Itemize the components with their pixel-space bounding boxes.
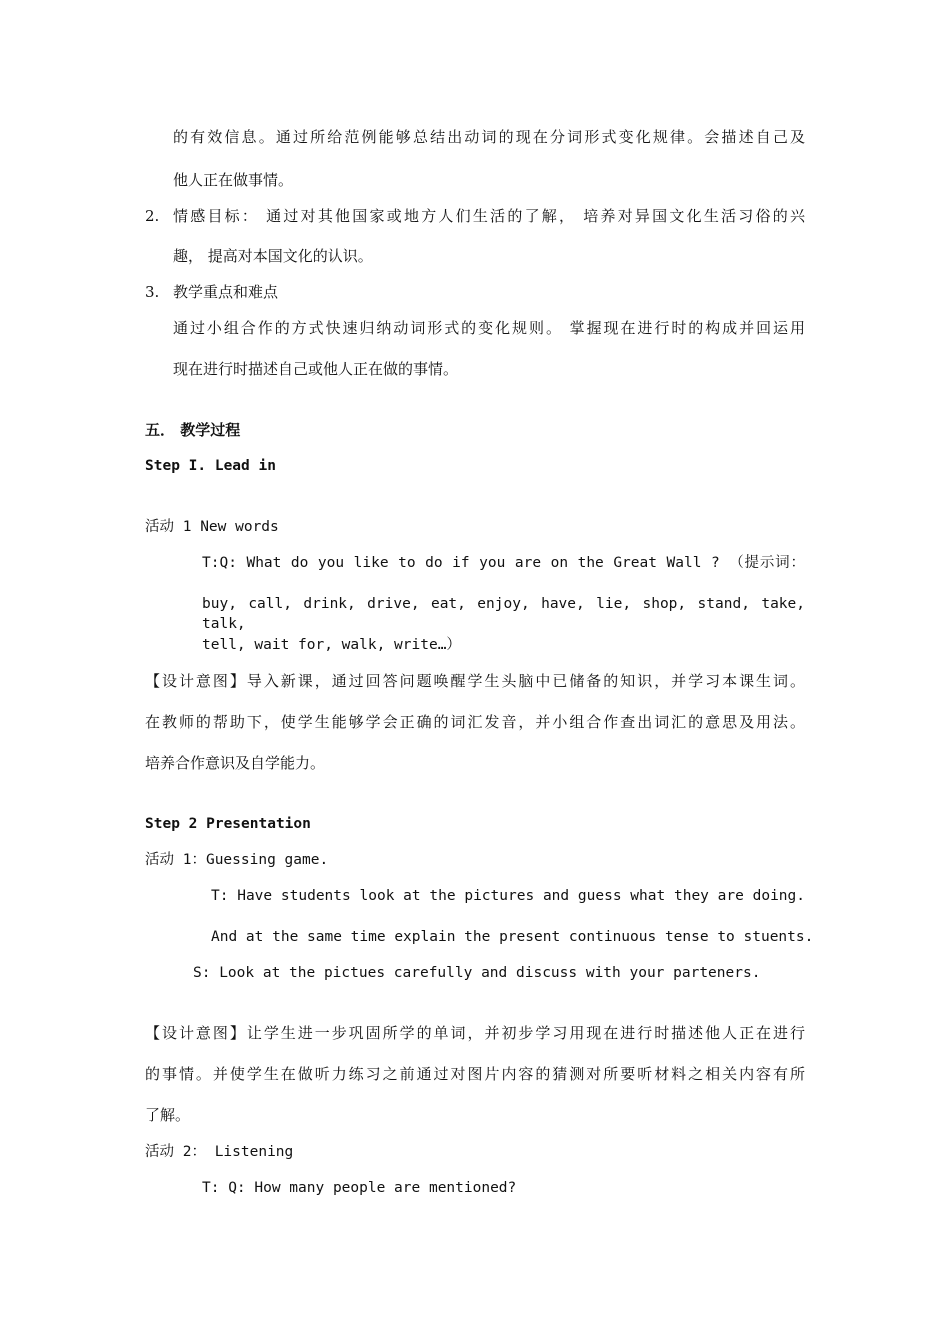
design-intent-line: 的事情。并使学生在做听力练习之前通过对图片内容的猜测对所要听材料之相关内容有所 [145,1065,805,1083]
objective-line: 的有效信息。通过所给范例能够总结出动词的现在分词形式变化规律。会描述自己及 [173,128,805,146]
key-points-line: 通过小组合作的方式快速归纳动词形式的变化规则。 掌握现在进行时的构成并回运用 [173,319,805,337]
key-points-heading: 教学重点和难点 [173,283,279,301]
design-intent-line: 培养合作意识及自学能力。 [145,754,326,772]
emotional-goal-line: 趣， 提高对本国文化的认识。 [173,247,373,265]
question-line: T:Q: What do you like to do if you are on the Great Wall ? （提示词： [202,555,805,571]
design-intent-line: 【设计意图】让学生进一步巩固所学的单词，并初步学习用现在进行时描述他人正在进行 [145,1024,805,1042]
design-intent-line: 【设计意图】导入新课，通过回答问题唤醒学生头脑中已储备的知识，并学习本课生词。 [145,672,805,690]
design-intent-line: 在教师的帮助下，使学生能够学会正确的词汇发音，并小组合作查出词汇的意思及用法。 [145,713,805,731]
question-line: T: Q: How many people are mentioned? [202,1180,517,1196]
teacher-line: T: Have students look at the pictures and guess what they are doing. [211,888,805,904]
activity-heading: 活动 2： Listening [145,1144,294,1160]
hint-words-line: tell, wait for, walk, write…） [202,637,461,653]
key-points-line: 现在进行时描述自己或他人正在做的事情。 [173,360,459,378]
step-heading: Step I. Lead in [145,458,276,474]
design-intent-line: 了解。 [145,1106,191,1124]
list-number: 2. [145,207,160,225]
activity-heading: 活动 1 New words [145,519,279,535]
section-heading: 五． 教学过程 [145,421,241,439]
emotional-goal-line: 情感目标： 通过对其他国家或地方人们生活的了解， 培养对异国文化生活习俗的兴 [173,207,805,225]
objective-line: 他人正在做事情。 [173,171,294,189]
hint-words-line: buy, call, drink, drive, eat, enjoy, have, lie, shop, stand, take, talk, [202,596,805,632]
teacher-line: And at the same time explain the present continuous tense to stuents. [211,929,814,945]
step-heading: Step 2 Presentation [145,816,311,832]
list-number: 3. [145,283,160,301]
student-line: S: Look at the pictues carefully and discuss with your parteners. [193,965,761,981]
activity-heading: 活动 1：Guessing game. [145,852,329,868]
